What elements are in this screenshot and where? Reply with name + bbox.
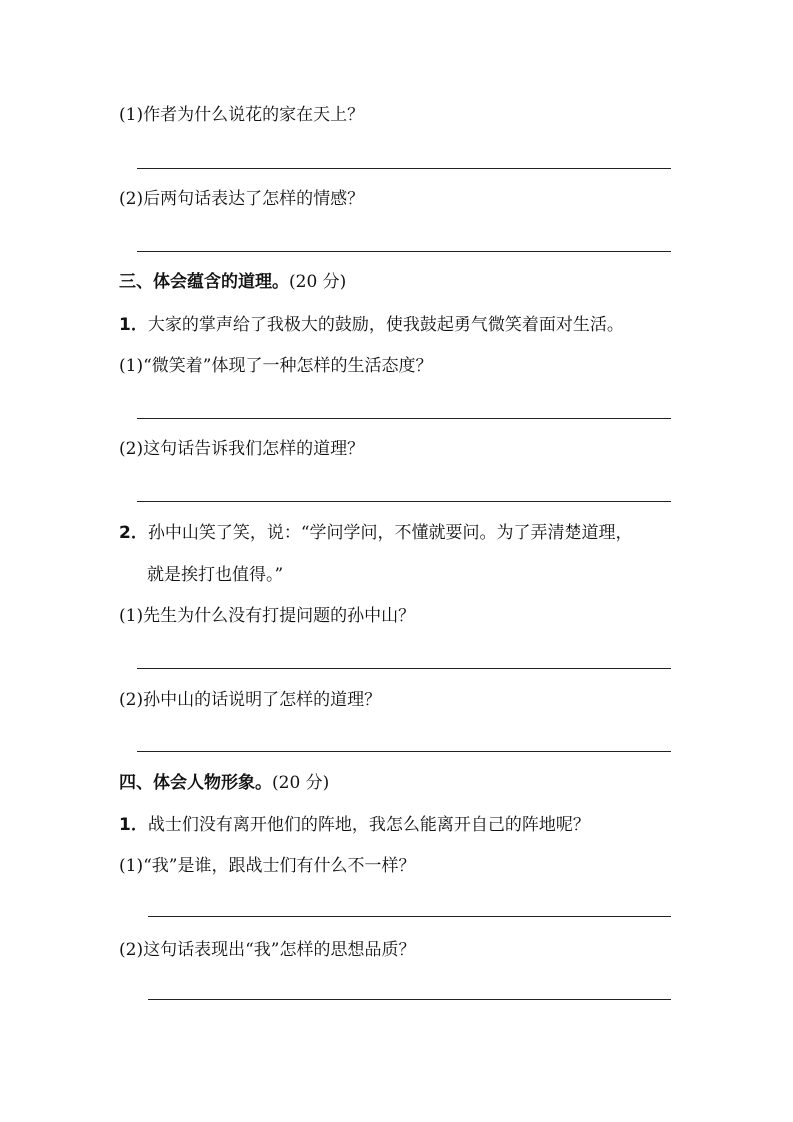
section-3-item-2-cont: 就是挨打也值得。”	[147, 565, 284, 585]
answer-line[interactable]	[137, 501, 671, 502]
answer-line[interactable]	[137, 251, 671, 252]
section-4-title: 四、体会人物形象。	[119, 773, 272, 793]
question-prev-2: (2)后两句话表达了怎样的情感？	[119, 189, 365, 209]
item-number: 1．	[119, 815, 148, 835]
section-3-heading	[119, 271, 346, 293]
question-3-1-2: (2)这句话告诉我们怎样的道理？	[119, 439, 365, 459]
answer-line[interactable]	[137, 418, 671, 419]
section-4-heading	[119, 772, 329, 794]
item-number: 2．	[119, 523, 148, 543]
question-prev-1: (1)作者为什么说花的家在天上？	[119, 105, 365, 125]
section-3-item-2	[119, 522, 633, 544]
question-4-1-2: (2)这句话表现出“我”怎样的思想品质？	[119, 940, 416, 960]
section-3-score: (20 分)	[289, 272, 347, 292]
answer-line[interactable]	[137, 168, 671, 169]
section-3-title: 三、体会蕴含的道理。	[119, 272, 289, 292]
item-number: 1．	[119, 315, 148, 335]
section-3-item-1	[119, 314, 624, 336]
answer-line[interactable]	[137, 668, 671, 669]
item-text-line-1: 孙中山笑了笑，说：“学问学问，不懂就要问。为了弄清楚道理，	[147, 523, 633, 543]
section-4-score: (20 分)	[272, 773, 330, 793]
answer-line[interactable]	[148, 916, 671, 917]
answer-line[interactable]	[148, 999, 671, 1000]
answer-line[interactable]	[137, 751, 671, 752]
item-text: 大家的掌声给了我极大的鼓励，使我鼓起勇气微笑着面对生活。	[147, 315, 624, 335]
question-3-2-2: (2)孙中山的话说明了怎样的道理？	[119, 690, 382, 710]
question-4-1-1: (1)“我”是谁，跟战士们有什么不一样？	[119, 856, 416, 876]
section-4-item-1	[119, 814, 590, 836]
item-text: 战士们没有离开他们的阵地，我怎么能离开自己的阵地呢？	[147, 815, 590, 835]
question-3-2-1: (1)先生为什么没有打提问题的孙中山？	[119, 606, 416, 626]
question-3-1-1: (1)“微笑着”体现了一种怎样的生活态度？	[119, 356, 433, 376]
